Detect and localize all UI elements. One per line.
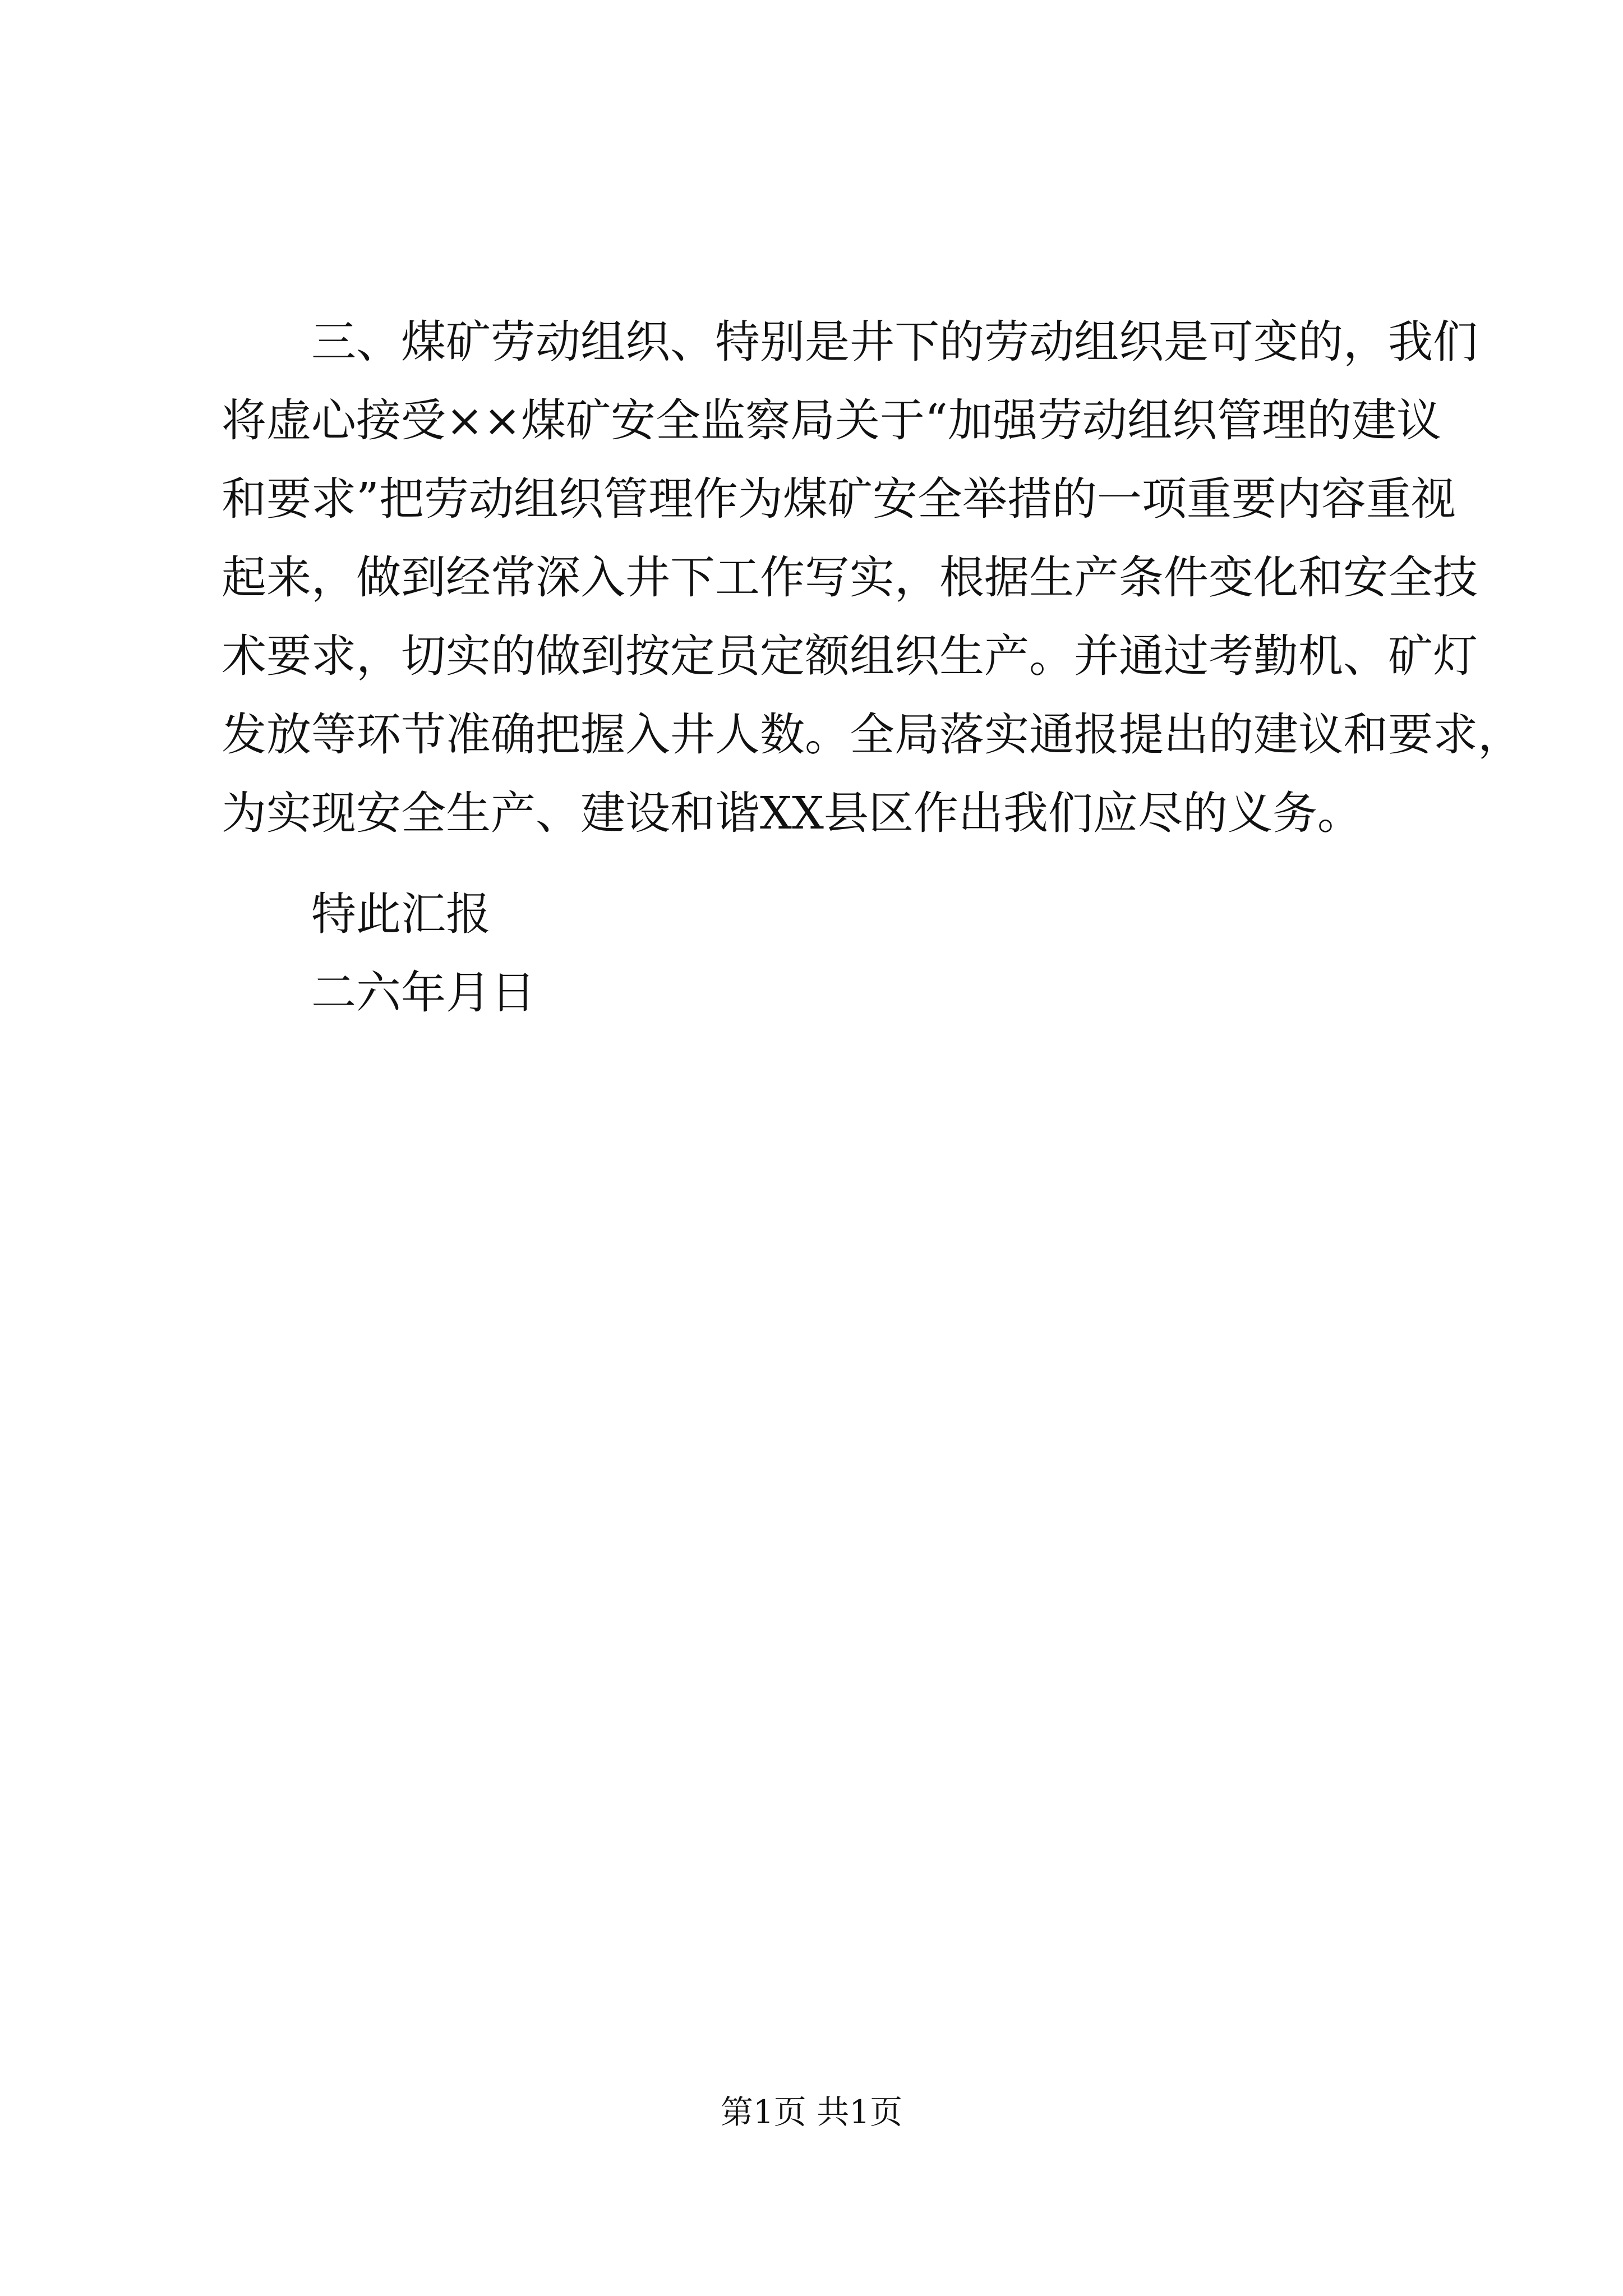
paragraph-line-7: 为实现安全生产、建设和谐XX县区作出我们应尽的义务。 xyxy=(222,787,1362,839)
page-footer: 第1页 共1页 xyxy=(720,2093,903,2131)
paragraph-line-1: 三、煤矿劳动组织、特别是井下的劳动组织是可变的，我们 xyxy=(311,316,1478,368)
paragraph-line-3: 和要求”把劳动组织管理作为煤矿安全举措的一项重要内容重视 xyxy=(222,473,1456,525)
date-line: 二六年月日 xyxy=(311,967,536,1019)
paragraph-line-2: 将虚心接受××煤矿安全监察局关于“加强劳动组织管理的建议 xyxy=(222,394,1441,447)
paragraph-line-4: 起来，做到经常深入井下工作写实，根据生产条件变化和安全技 xyxy=(222,551,1478,604)
paragraph-line-6: 发放等环节准确把握入井人数。全局落实通报提出的建议和要求， xyxy=(222,708,1523,761)
report-paragraph xyxy=(222,303,1523,853)
closing-remark: 特此汇报 xyxy=(311,888,491,940)
paragraph-line-5: 术要求，切实的做到按定员定额组织生产。并通过考勤机、矿灯 xyxy=(222,630,1478,682)
